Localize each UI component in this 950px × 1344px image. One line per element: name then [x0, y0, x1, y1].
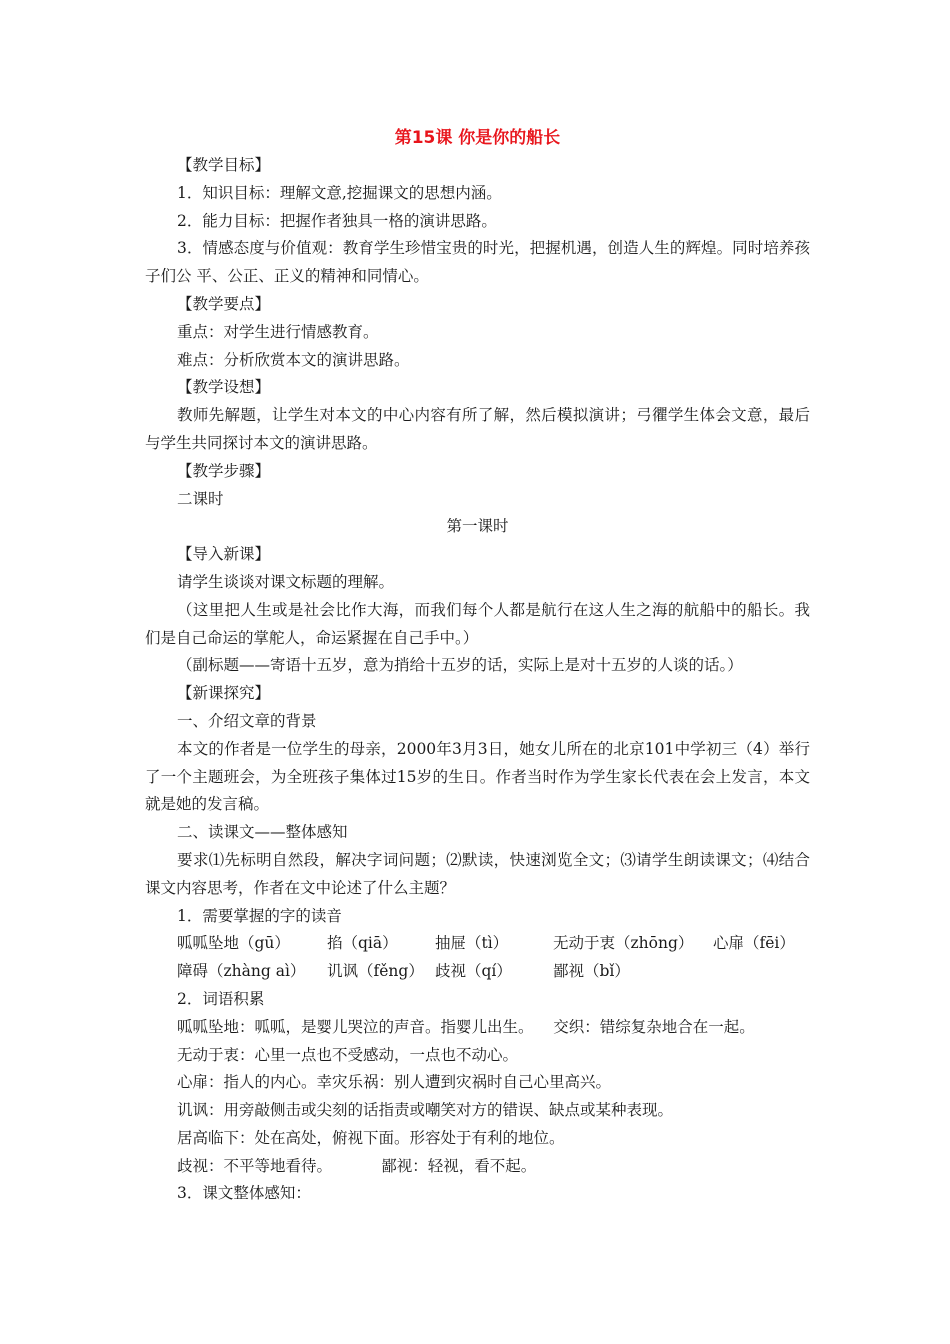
design-heading: 【教学设想】	[177, 378, 271, 397]
intro-heading: 【导入新课】	[177, 545, 271, 564]
pronunciation-row-2	[145, 958, 810, 986]
pron-item: 鄙视（bǐ）	[553, 962, 630, 981]
page-title: 第15课 你是你的船长	[394, 128, 561, 148]
section-background-title: 一、介绍文章的背景	[177, 711, 317, 730]
section-reading-title: 二、读课文——整体感知	[177, 823, 348, 842]
document-page	[145, 124, 810, 1208]
pronunciation-title: 1．需要掌握的字的读音	[177, 906, 342, 925]
key-points-heading: 【教学要点】	[177, 294, 271, 313]
first-period-title: 第一课时	[446, 517, 509, 536]
vocab-item: 无动于衷：心里一点也不受感动，一点也不动心。	[177, 1045, 519, 1064]
objective-knowledge: 1．知识目标：理解文意,挖掘课文的思想内涵。	[177, 183, 502, 202]
pron-item: 掐（qiā）	[327, 934, 398, 953]
intro-prompt: 请学生谈谈对课文标题的理解。	[177, 572, 395, 591]
vocabulary-title: 2．词语积累	[177, 989, 265, 1008]
pron-item: 障碍（zhàng aì）	[177, 962, 306, 981]
vocab-item: 歧视：不平等地看待。 鄙视：轻视，看不起。	[177, 1156, 537, 1175]
vocab-item: 呱呱坠地：呱呱，是婴儿哭泣的声音。指婴儿出生。 交织：错综复杂地合在一起。	[177, 1017, 755, 1036]
steps-periods: 二课时	[177, 489, 224, 508]
pron-item: 歧视（qí）	[435, 962, 512, 981]
pron-item: 讥讽（fěng）	[327, 962, 424, 981]
pron-item: 无动于衷（zhōng）	[553, 934, 694, 953]
section-reading-text: 要求⑴先标明自然段，解决字词问题；⑵默读，快速浏览全文；⑶请学生朗读课文；⑷结合课文内容思考，作者在文中论述了什么主题？	[145, 850, 810, 897]
pron-item: 抽屉（tì）	[435, 934, 509, 953]
vocab-item: 居高临下：处在高处，俯视下面。形容处于有利的地位。	[177, 1128, 565, 1147]
section-background-text: 本文的作者是一位学生的母亲，2000年3月3日，她女儿所在的北京101中学初三（4）举行了一个主题班会，为全班孩子集体过15岁的生日。作者当时作为学生家长代表在会上发言，本文就是她的发言稿。	[145, 739, 810, 814]
objectives-heading: 【教学目标】	[177, 156, 271, 174]
explore-heading: 【新课探究】	[177, 684, 271, 703]
vocab-item: 讥讽：用旁敲侧击或尖刻的话指责或嘲笑对方的错误、缺点或某种表现。	[177, 1101, 674, 1120]
intro-note-title: （这里把人生或是社会比作大海，而我们每个人都是航行在这人生之海的航船中的船长。我们是自己命运的掌舵人，命运紧握在自己手中。）	[145, 600, 810, 647]
intro-note-subtitle: （副标题——寄语十五岁，意为捎给十五岁的话，实际上是对十五岁的人谈的话。）	[177, 656, 743, 675]
steps-heading: 【教学步骤】	[177, 461, 271, 480]
key-point-focus: 重点：对学生进行情感教育。	[177, 322, 379, 341]
key-point-difficulty: 难点：分析欣赏本文的演讲思路。	[177, 350, 410, 369]
vocab-item: 心扉：指人的内心。幸灾乐祸：别人遭到灾祸时自己心里高兴。	[177, 1073, 612, 1092]
objective-emotion: 3．情感态度与价值观：教育学生珍惜宝贵的时光，把握机遇，创造人生的辉煌。同时培养孩子们公 平、公正、正义的精神和同情心。	[145, 239, 810, 286]
pron-item: 心扉（fēi）	[713, 934, 795, 953]
pron-item: 呱呱坠地（gū）	[177, 934, 290, 953]
overall-perception-title: 3．课文整体感知：	[177, 1184, 311, 1203]
pronunciation-row-1	[145, 930, 810, 958]
design-text: 教师先解题，让学生对本文的中心内容有所了解，然后模拟演讲；弓忂学生体会文意，最后与学生共同探讨本文的演讲思路。	[145, 406, 810, 452]
objective-ability: 2．能力目标：把握作者独具一格的演讲思路。	[177, 211, 497, 230]
